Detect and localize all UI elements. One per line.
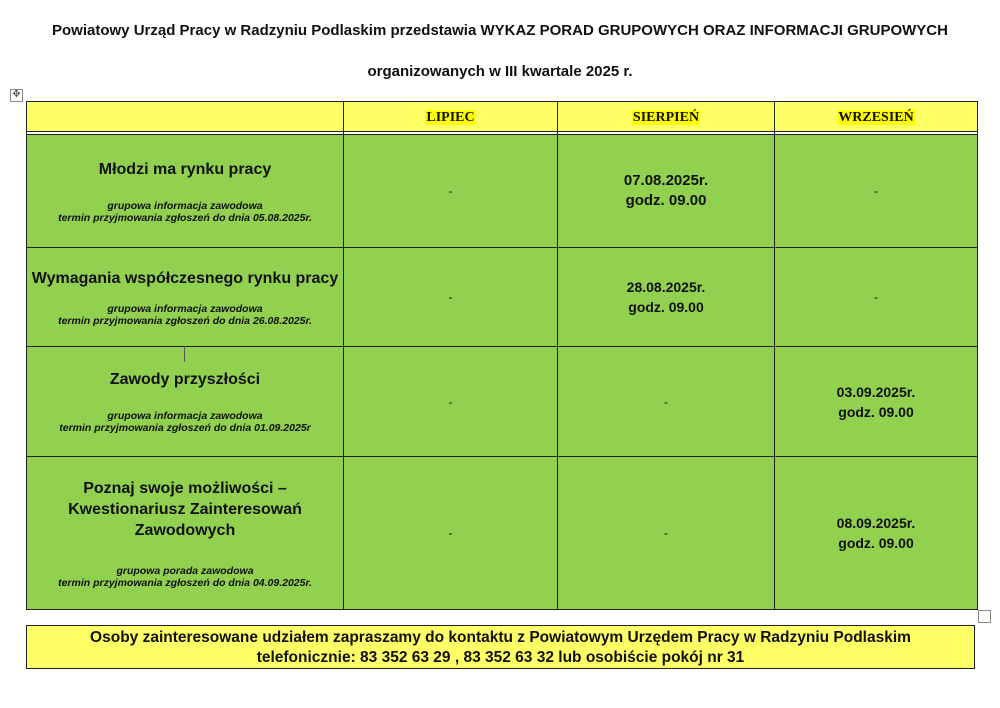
schedule-table xyxy=(26,101,978,610)
move-arrows-icon[interactable]: ✥ xyxy=(10,89,23,102)
topic-type: grupowa informacja zawodowa xyxy=(107,199,263,212)
header-month-wrzesien: WRZESIEŃ xyxy=(775,102,978,132)
cell-sierpien xyxy=(558,135,775,248)
topic-type: grupowa informacja zawodowa xyxy=(107,410,263,422)
event-date: 03.09.2025r. xyxy=(836,383,916,400)
contact-line-1: Osoby zainteresowane udziałem zapraszamy do kontaktu z Powiatowym Urzędem Pracy w Radzyniu Podlaskim xyxy=(90,629,911,646)
cell-lipiec: - xyxy=(344,347,558,457)
cell-sierpien: - xyxy=(558,347,775,457)
cell-wrzesien: - xyxy=(775,135,978,248)
event-time: godz. 09.00 xyxy=(628,299,704,315)
topic-deadline: termin przyjmowania zgłoszeń do dnia 05.08.2025r. xyxy=(58,211,312,224)
topic-type: grupowa informacja zawodowa xyxy=(107,302,263,315)
event-time: godz. 09.00 xyxy=(625,192,707,209)
contact-footer xyxy=(26,625,975,669)
contact-line-2: telefonicznie: 83 352 63 29 , 83 352 63 32 lub osobiście pokój nr 31 xyxy=(256,649,745,666)
topic-deadline: termin przyjmowania zgłoszeń do dnia 04.09.2025r. xyxy=(58,576,312,589)
topic-deadline: termin przyjmowania zgłoszeń do dnia 26.08.2025r. xyxy=(58,314,312,327)
topic-title-line-3: Zawodowych xyxy=(134,521,236,539)
topic-title-line-2: Kwestionariusz Zainteresowań xyxy=(68,500,302,518)
event-time: godz. 09.00 xyxy=(838,535,914,551)
table-row xyxy=(27,248,978,347)
topic-title: Zawody przyszłości xyxy=(109,371,261,388)
event-time: godz. 09.00 xyxy=(838,403,914,420)
topic-title: Młodzi ma rynku pracy xyxy=(98,160,272,178)
topic-cell xyxy=(27,347,344,457)
topic-title: Wymagania współczesnego rynku pracy xyxy=(31,269,339,287)
cell-wrzesien xyxy=(775,347,978,457)
header-month-sierpien: SIERPIEŃ xyxy=(558,102,775,132)
topic-cell xyxy=(27,248,344,347)
table-row xyxy=(27,347,978,457)
page-title: Powiatowy Urząd Pracy w Radzyniu Podlaskim przedstawia WYKAZ PORAD GRUPOWYCH ORAZ INFORMACJI GRUPOWYCH xyxy=(52,22,948,39)
topic-type: grupowa porada zawodowa xyxy=(116,564,254,577)
resize-handle-icon[interactable] xyxy=(978,610,991,623)
cell-wrzesien xyxy=(775,457,978,610)
cell-lipiec: - xyxy=(344,248,558,347)
event-date: 28.08.2025r. xyxy=(626,279,706,295)
header-month-lipiec: LIPIEC xyxy=(344,102,558,132)
cell-lipiec: - xyxy=(344,457,558,610)
table-row xyxy=(27,457,978,610)
header-empty-cell xyxy=(27,102,344,132)
page-subtitle: organizowanych w III kwartale 2025 r. xyxy=(367,63,633,80)
topic-deadline: termin przyjmowania zgłoszeń do dnia 01.09.2025r xyxy=(59,422,311,434)
cell-wrzesien: - xyxy=(775,248,978,347)
cell-sierpien xyxy=(558,248,775,347)
event-date: 07.08.2025r. xyxy=(623,172,709,189)
text-cursor xyxy=(184,346,185,362)
topic-title-line-1: Poznaj swoje możliwości – xyxy=(83,479,287,497)
event-date: 08.09.2025r. xyxy=(836,515,916,531)
cell-lipiec: - xyxy=(344,135,558,248)
table-row xyxy=(27,135,978,248)
cell-sierpien: - xyxy=(558,457,775,610)
topic-cell xyxy=(27,135,344,248)
table-header-row xyxy=(27,102,978,132)
topic-cell xyxy=(27,457,344,610)
